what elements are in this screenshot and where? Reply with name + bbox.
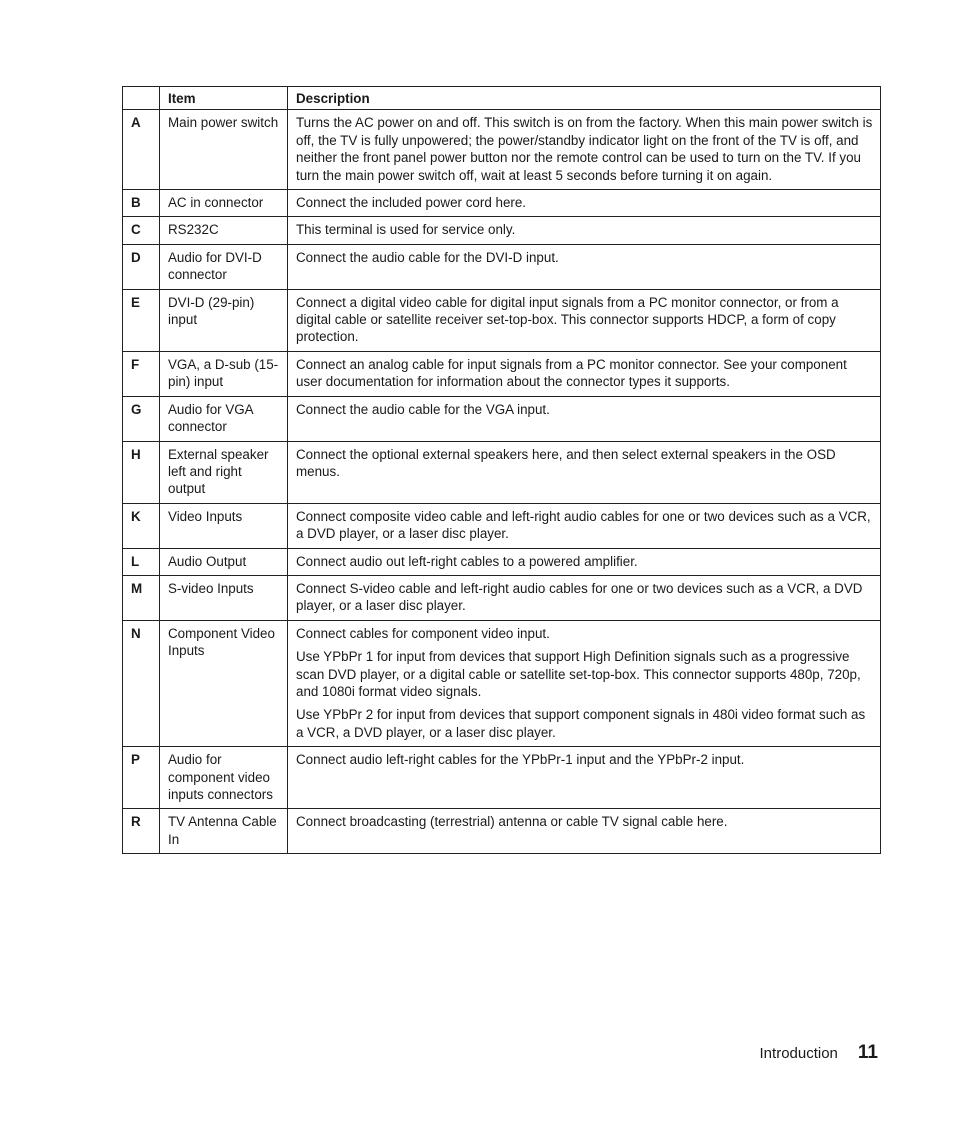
row-description — [288, 503, 881, 548]
row-item: Component Video Inputs — [160, 620, 288, 746]
row-description — [288, 620, 881, 746]
row-item: External speaker left and right output — [160, 441, 288, 503]
description-paragraph: Connect S-video cable and left-right audio cables for one or two devices such as a VCR, a DVD player, or a laser disc player. — [296, 580, 863, 614]
page-footer — [760, 1042, 878, 1064]
row-description — [288, 244, 881, 289]
row-item: Main power switch — [160, 110, 288, 190]
table-header-row — [123, 87, 881, 110]
table-row — [123, 244, 881, 289]
table-row — [123, 503, 881, 548]
header-item: Item — [160, 87, 288, 110]
row-description — [288, 809, 881, 854]
table-row — [123, 548, 881, 575]
row-key: G — [123, 396, 160, 441]
row-description — [288, 396, 881, 441]
row-description — [288, 190, 881, 217]
description-paragraph: Connect audio out left-right cables to a powered amplifier. — [296, 553, 638, 569]
table-body — [123, 110, 881, 854]
description-paragraph: Connect the audio cable for the VGA input. — [296, 401, 550, 417]
table-row — [123, 441, 881, 503]
description-paragraph: Turns the AC power on and off. This switch is on from the factory. When this main power switch is off, the TV is fully unpowered; the power/standby indicator light on the front of the TV is off, and neither the front panel power button nor the remote control can be used to turn on the TV. If you turn the main power switch off, wait at least 5 seconds before turning it on again. — [296, 115, 873, 183]
row-description — [288, 289, 881, 351]
table-row — [123, 190, 881, 217]
row-item: Audio for component video inputs connectors — [160, 747, 288, 809]
row-item: DVI-D (29-pin) input — [160, 289, 288, 351]
description-paragraph: Connect cables for component video input. — [296, 625, 550, 641]
header-description: Description — [288, 87, 881, 110]
description-paragraph: Connect a digital video cable for digital input signals from a PC monitor connector, or from a digital cable or satellite receiver set-top-box. This connector supports HDCP, a form of copy protection. — [296, 294, 839, 345]
table-row — [123, 747, 881, 809]
row-key: E — [123, 289, 160, 351]
footer-section-title: Introduction — [759, 1045, 838, 1062]
table-row — [123, 575, 881, 620]
table-row — [123, 110, 881, 190]
page-number: 11 — [857, 1042, 878, 1063]
row-description — [288, 441, 881, 503]
description-paragraph: Connect the audio cable for the DVI-D input. — [296, 249, 559, 265]
row-key: F — [123, 351, 160, 396]
table-row — [123, 289, 881, 351]
row-key: C — [123, 217, 160, 244]
row-item: Audio for VGA connector — [160, 396, 288, 441]
connector-table — [122, 86, 881, 854]
row-key: P — [123, 747, 160, 809]
table-row — [123, 809, 881, 854]
table-row — [123, 217, 881, 244]
description-paragraph: Connect the included power cord here. — [296, 195, 527, 211]
row-key: D — [123, 244, 160, 289]
row-description — [288, 575, 881, 620]
table-row — [123, 351, 881, 396]
row-description — [288, 548, 881, 575]
connector-table-container — [122, 86, 880, 854]
description-paragraph: Connect broadcasting (terrestrial) antenna or cable TV signal cable here. — [296, 814, 728, 830]
row-item: AC in connector — [160, 190, 288, 217]
header-key — [123, 87, 160, 110]
table-row — [123, 396, 881, 441]
row-item: S-video Inputs — [160, 575, 288, 620]
row-key: B — [123, 190, 160, 217]
row-key: H — [123, 441, 160, 503]
description-paragraph: This terminal is used for service only. — [296, 222, 516, 238]
row-description — [288, 217, 881, 244]
row-description — [288, 747, 881, 809]
row-item: TV Antenna Cable In — [160, 809, 288, 854]
table-row — [123, 620, 881, 746]
description-paragraph: Use YPbPr 2 for input from devices that support component signals in 480i video format such as a VCR, a DVD player, or a laser disc player. — [296, 707, 866, 740]
description-paragraph: Connect the optional external speakers here, and then select external speakers in the OSD menus. — [296, 446, 836, 479]
row-key: M — [123, 575, 160, 620]
row-description — [288, 110, 881, 190]
row-item: Audio Output — [160, 548, 288, 575]
description-paragraph: Connect composite video cable and left-right audio cables for one or two devices such as a VCR, a DVD player, or a laser disc player. — [296, 508, 871, 542]
row-key: N — [123, 620, 160, 746]
row-key: K — [123, 503, 160, 548]
row-key: L — [123, 548, 160, 575]
row-key: R — [123, 809, 160, 854]
row-item: Audio for DVI-D connector — [160, 244, 288, 289]
description-paragraph: Connect audio left-right cables for the YPbPr-1 input and the YPbPr-2 input. — [296, 752, 745, 768]
row-item: RS232C — [160, 217, 288, 244]
row-description — [288, 351, 881, 396]
description-paragraph: Connect an analog cable for input signals from a PC monitor connector. See your component user documentation for information about the connector types it supports. — [296, 356, 847, 390]
row-key: A — [123, 110, 160, 190]
row-item: Video Inputs — [160, 503, 288, 548]
row-item: VGA, a D-sub (15-pin) input — [160, 351, 288, 396]
description-paragraph: Use YPbPr 1 for input from devices that support High Definition signals such as a progressive scan DVD player, or a digital cable or satellite set-top-box. This connector supports 480p, 720p, and 1080i format video signals. — [296, 649, 861, 699]
